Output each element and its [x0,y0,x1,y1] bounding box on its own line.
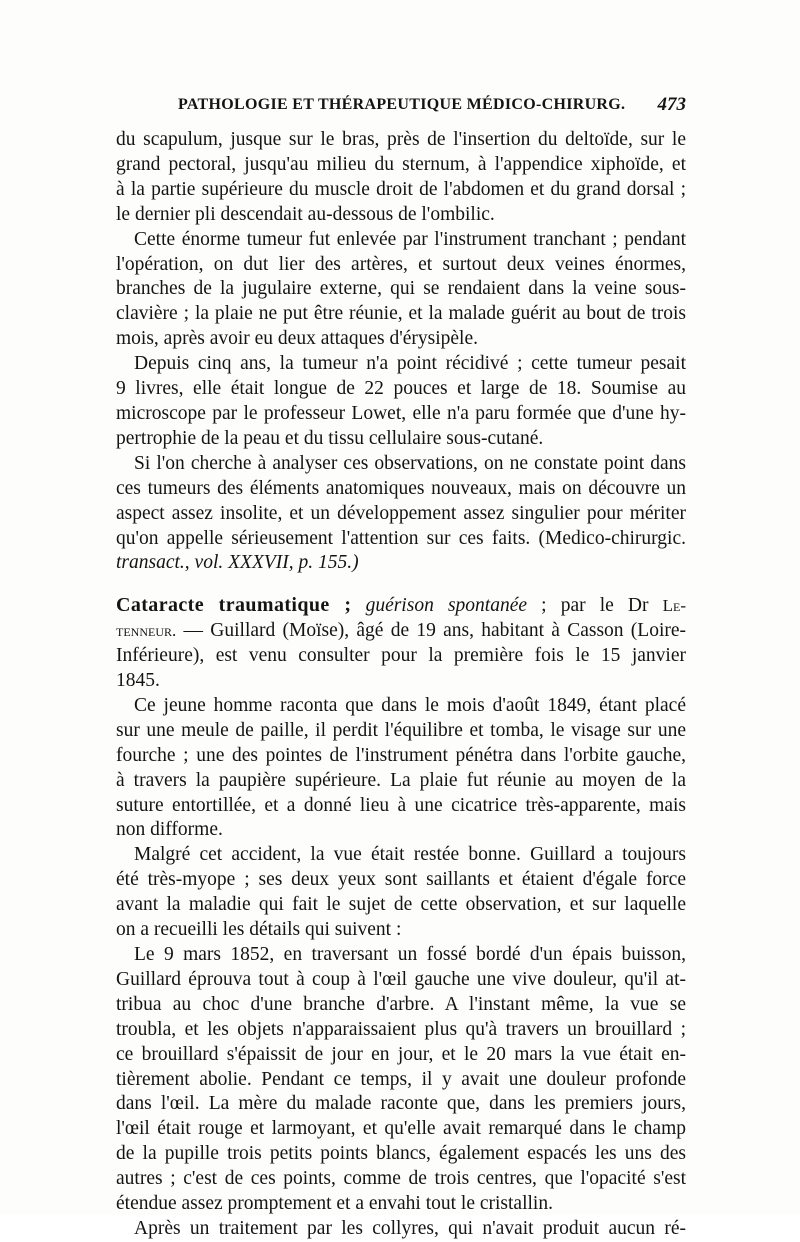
text-line: de la pupille trois petits points blancs, également espacés les uns des [116,1143,686,1165]
text-line-part: — Guillard (Moïse), âgé de 19 ans, habitant à Casson (Loire- [183,620,687,642]
section-paragraph [116,593,686,694]
page-number: 473 [657,94,686,115]
text-line [116,619,686,644]
author-name: Le- [662,596,687,616]
paragraph [116,694,686,843]
text-line: tièrement abolie. Pendant ce temps, il y avait une douleur profonde [116,1068,686,1090]
paragraph [116,843,686,943]
text-line: Après un traitement par les collyres, qui n'avait produit aucun ré- [134,1217,686,1239]
text-line: étendue assez promptement et a envahi tout le cristallin. [116,1193,553,1215]
text-line: à la partie supérieure du muscle droit de l'abdomen et du grand dorsal ; [116,178,686,200]
body-text [116,128,686,1242]
text-line: sur une meule de paille, il perdit l'équilibre et tomba, le visage sur une [116,719,686,741]
text-line: on a recueilli les détails qui suivent : [116,919,402,941]
section-subtitle: guérison spontanée [365,595,528,617]
byline-prefix: ; par le Dr [541,595,649,617]
text-line: transact., vol. XXXVII, p. 155.) [116,552,359,574]
text-line: l'œil était rouge et larmoyant, et qu'elle avait remarqué dans le champ [116,1118,686,1140]
author-name-cont: tenneur. [116,621,177,641]
text-line: Ce jeune homme raconta que dans le mois d'août 1849, étant placé [134,694,686,716]
text-line: aspect assez insolite, et un développement assez singulier pour mériter [116,502,686,524]
paragraph [116,128,686,228]
text-line: Guillard éprouva tout à coup à l'œil gauche une vive douleur, qu'il at- [116,968,686,990]
text-line: autres ; c'est de ces points, comme de trois centres, que l'opacité s'est [116,1168,686,1190]
text-line: microscope par le professeur Lowet, elle n'a paru formée que d'une hy- [116,402,686,424]
text-line: pertrophie de la peau et du tissu cellulaire sous-cutané. [116,427,544,449]
running-title: PATHOLOGIE ET THÉRAPEUTIQUE MÉDICO-CHIRURG. [178,96,626,113]
text-line: Depuis cinq ans, la tumeur n'a point récidivé ; cette tumeur pesait [134,353,686,375]
text-line: Le 9 mars 1852, en traversant un fossé bordé d'un épais buisson, [134,944,686,965]
text-line: suture entortillée, et a donné lieu à une cicatrice très-apparente, mais [116,794,686,816]
text-line: clavière ; la plaie ne put être réunie, et la malade guérit au bout de trois [116,303,686,325]
section-title: Cataracte traumatique ; [116,594,352,617]
text-line: grand pectoral, jusqu'au milieu du sternum, à l'appendice xiphoïde, et [116,153,686,175]
paragraph [116,352,686,452]
text-line: troubla, et les objets n'apparaissaient plus qu'à travers un brouillard ; [116,1018,686,1040]
text-line: été très-myope ; ses deux yeux sont saillants et étaient d'égale force [116,869,686,891]
text-line: Si l'on cherche à analyser ces observations, on ne constate point dans [134,452,686,474]
text-line: 1845. [116,670,160,692]
text-line: branches de la jugulaire externe, qui se rendaient dans la veine sous- [116,278,686,300]
text-line: du scapulum, jusque sur le bras, près de l'insertion du deltoïde, sur le [116,129,686,150]
text-line: tribua au choc d'une branche d'arbre. A l'instant même, la vue se [116,993,686,1015]
paragraph [116,1217,686,1242]
text-line: l'opération, on dut lier des artères, et surtout deux veines énormes, [116,253,686,275]
text-line: à travers la paupière supérieure. La plaie fut réunie au moyen de la [116,769,686,791]
text-line: Malgré cet accident, la vue était restée bonne. Guillard a toujours [134,844,686,866]
text-line: 9 livres, elle était longue de 22 pouces et large de 18. Soumise au [116,378,686,400]
text-line: avant la maladie qui fait le sujet de cette observation, et sur laquelle [116,894,686,916]
text-line: fourche ; une des pointes de l'instrument pénétra dans l'orbite gauche, [116,744,686,766]
paragraph [116,452,686,577]
section-heading-line [116,593,686,619]
text-line: qu'on appelle sérieusement l'attention sur ces faits. (Medico-chirurgic. [116,527,686,549]
text-line: le dernier pli descendait au-dessous de l'ombilic. [116,203,495,225]
paragraph [116,228,686,353]
text-line: mois, après avoir eu deux attaques d'érysipèle. [116,328,478,350]
text-line: ces tumeurs des éléments anatomiques nouveaux, mais on découvre un [116,477,686,499]
page-header [116,96,686,124]
text-line: non difforme. [116,819,223,841]
text-line: Cette énorme tumeur fut enlevée par l'instrument tranchant ; pendant [134,228,686,250]
text-line: Inférieure), est venu consulter pour la première fois le 15 janvier [116,645,686,667]
text-line: ce brouillard s'épaissit de jour en jour, et le 20 mars la vue était en- [116,1043,686,1065]
paragraph [116,943,686,1217]
text-line: dans l'œil. La mère du malade raconte que, dans les premiers jours, [116,1093,686,1115]
